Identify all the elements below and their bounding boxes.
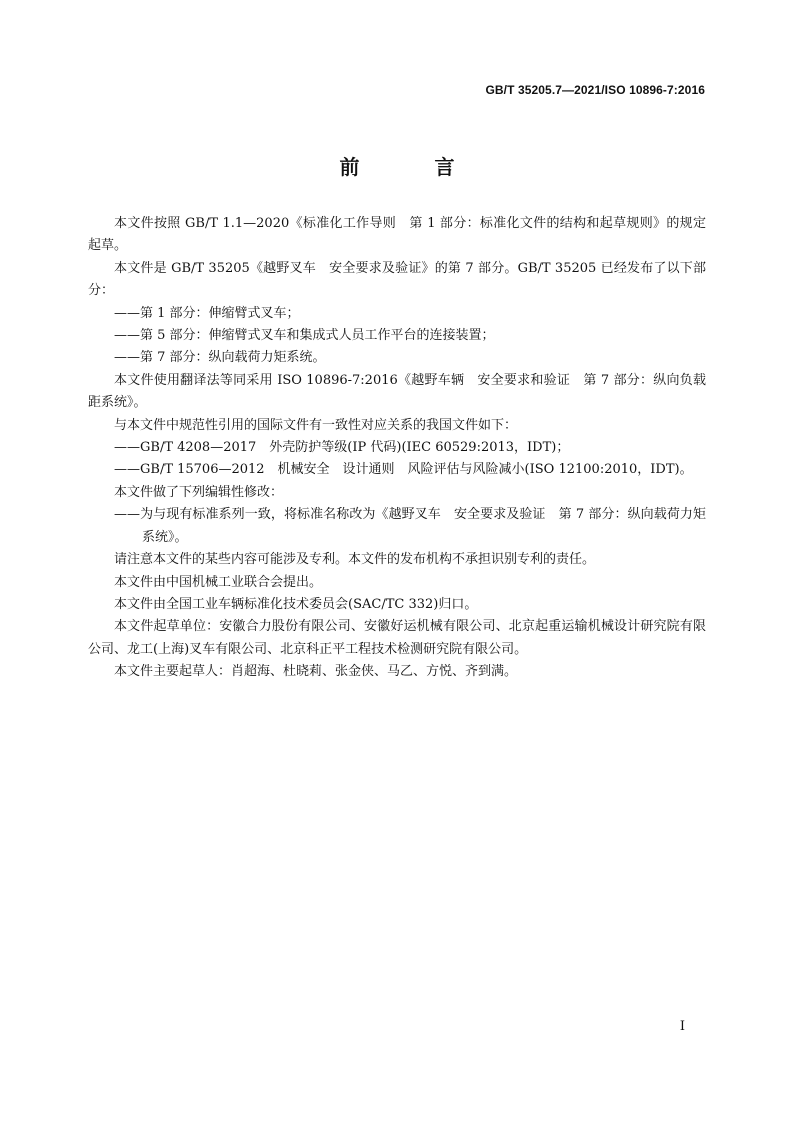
list-item-part-1: ——第 1 部分：伸缩臂式叉车； xyxy=(114,305,300,321)
paragraph-references-intro: 与本文件中规范性引用的国际文件有一致性对应关系的我国文件如下： xyxy=(114,417,518,433)
paragraph-drafting-units: 本文件起草单位：安徽合力股份有限公司、安徽好运机械有限公司、北京起重运输机械设计研究院有限公司、龙工(上海)叉车有限公司、北京科正平工程技术检测研究院有限公司。 xyxy=(88,619,706,657)
paragraph-administered-by: 本文件由全国工业车辆标准化技术委员会(SAC/TC 332)归口。 xyxy=(114,596,478,612)
document-body xyxy=(88,213,706,684)
page-number: I xyxy=(679,1019,685,1034)
paragraph-proposed-by: 本文件由中国机械工业联合会提出。 xyxy=(114,574,323,590)
paragraph-drafters: 本文件主要起草人：肖超海、杜晓莉、张金侠、马乙、方悦、齐到满。 xyxy=(114,664,518,680)
list-item-part-5: ——第 5 部分：伸缩臂式叉车和集成式人员工作平台的连接装置； xyxy=(114,328,495,344)
paragraph-drafting-rules: 本文件按照 GB/T 1.1—2020《标准化工作导则 第 1 部分：标准化文件的结构和起草规则》的规定起草。 xyxy=(88,216,706,254)
paragraph-series-intro: 本文件是 GB/T 35205《越野叉车 安全要求及验证》的第 7 部分。GB/T 35205 已经发布了以下部分： xyxy=(88,260,706,299)
paragraph-patent-notice: 请注意本文件的某些内容可能涉及专利。本文件的发布机构不承担识别专利的责任。 xyxy=(114,552,596,568)
list-item-gbt-4208: ——GB/T 4208—2017 外壳防护等级(IP 代码)(IEC 60529:2013，IDT)； xyxy=(114,440,570,456)
list-item-gbt-15706: ——GB/T 15706—2012 机械安全 设计通则 风险评估与风险减小(ISO 12100:2010，IDT)。 xyxy=(114,462,693,478)
page-title: 前 言 xyxy=(339,155,489,179)
list-item-part-7: ——第 7 部分：纵向载荷力矩系统。 xyxy=(114,350,326,366)
paragraph-adoption: 本文件使用翻译法等同采用 ISO 10896-7:2016《越野车辆 安全要求和验证 第 7 部分：纵向负载距系统》。 xyxy=(88,372,706,411)
standard-code: GB/T 35205.7—2021/ISO 10896-7:2016 xyxy=(485,83,705,97)
paragraph-editorial-intro: 本文件做了下列编辑性修改： xyxy=(114,484,284,500)
list-item-editorial-change: ——为与现有标准系列一致，将标准名称改为《越野叉车 安全要求及验证 第 7 部分：纵向载荷力矩系统》。 xyxy=(114,507,706,545)
